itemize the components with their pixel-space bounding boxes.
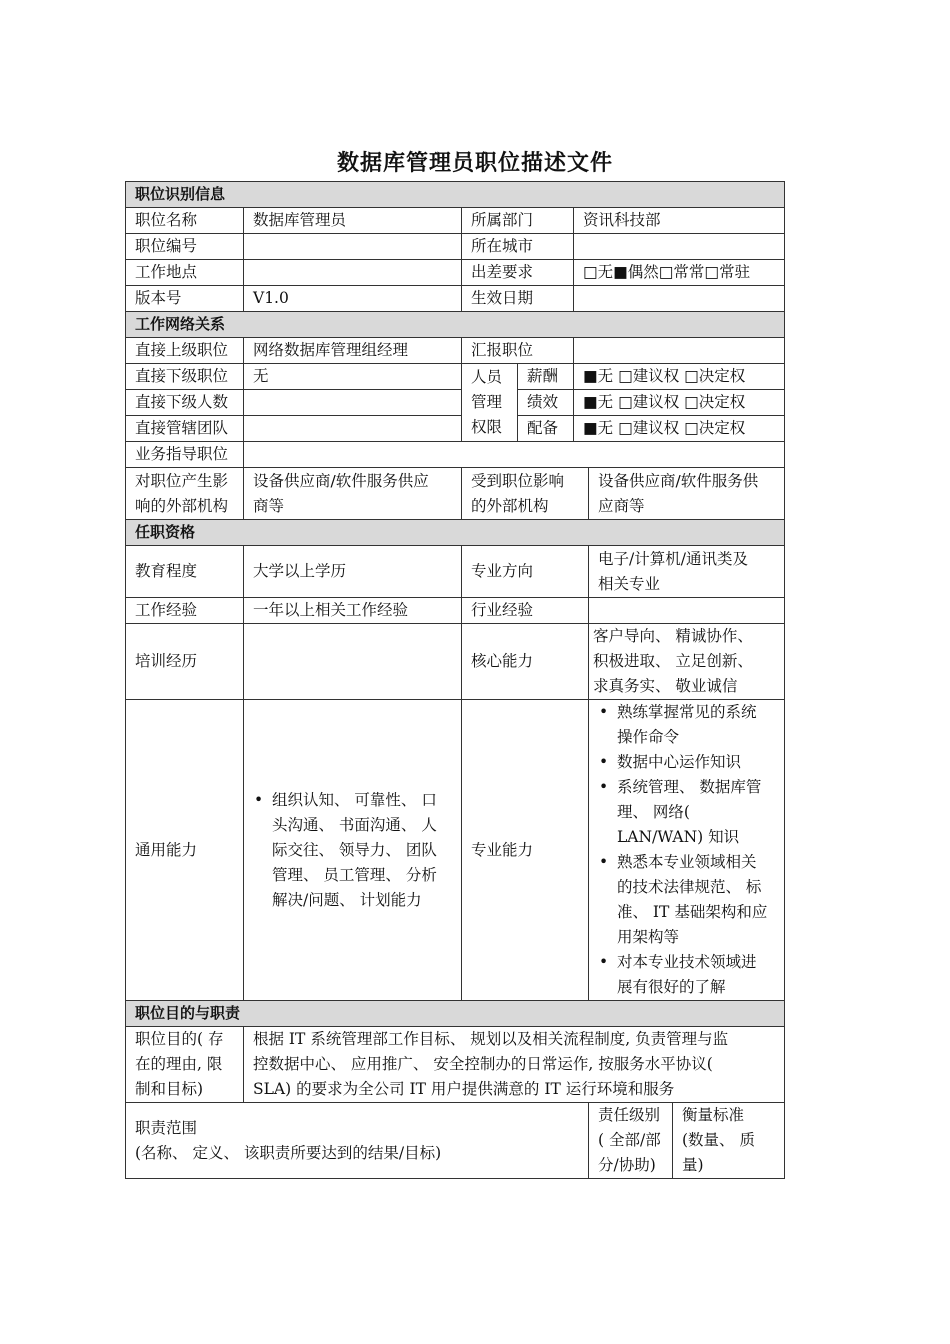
item-line: 的技术法律规范、 标 — [617, 878, 762, 896]
label-performance: 绩效 — [518, 390, 574, 416]
value-city — [574, 234, 785, 260]
item-line: • 对本专业技术领域进 — [617, 953, 757, 971]
label-experience: 工作经验 — [126, 598, 244, 624]
item-line: • 组织认知、 可靠性、 口 — [272, 790, 437, 809]
label-department: 所属部门 — [462, 208, 574, 234]
value-line: 设备供应商/软件服务供 — [598, 471, 759, 490]
label-line: 响的外部机构 — [135, 496, 229, 515]
value-travel: □无■偶然□常常□常驻 — [574, 260, 785, 286]
value-professional-ability — [589, 700, 785, 1001]
value-superior: 网络数据库管理组经理 — [244, 338, 462, 364]
value-line: 电子/计算机/通讯类及 — [598, 549, 748, 568]
label-line: 职责范围 — [135, 1118, 198, 1137]
job-description-table — [125, 181, 785, 1179]
item-line: 解决/问题、 计划能力 — [272, 890, 422, 909]
label-major: 专业方向 — [462, 546, 589, 598]
section-identity: 职位识别信息 — [126, 182, 785, 208]
label-line: 量) — [682, 1156, 704, 1174]
value-line: 相关专业 — [598, 574, 661, 593]
list-item — [272, 788, 451, 913]
value-general-ability — [244, 700, 462, 1001]
value-external-influencing — [244, 468, 462, 520]
value-subordinate-count — [244, 390, 462, 416]
item-line: 管理、 员工管理、 分析 — [272, 865, 437, 884]
item-line: • 熟悉本专业领域相关 — [617, 853, 757, 871]
label-authority-line: 管理 — [471, 393, 503, 411]
label-position-code: 职位编号 — [126, 234, 244, 260]
value-report-to — [574, 338, 785, 364]
value-line: 应商等 — [598, 496, 645, 515]
label-line: 职位目的( 存 — [135, 1030, 224, 1048]
value-work-location — [244, 260, 462, 286]
section-network: 工作网络关系 — [126, 312, 785, 338]
label-line: 的外部机构 — [471, 496, 549, 515]
item-line: 理、 网络( — [617, 803, 690, 821]
label-superior: 直接上级职位 — [126, 338, 244, 364]
value-training — [244, 624, 462, 700]
list-item — [617, 775, 780, 850]
value-effective-date — [574, 286, 785, 312]
value-line: 根据 IT 系统管理部工作目标、 规划以及相关流程制度, 负责管理与监 — [253, 1030, 729, 1048]
label-general-ability: 通用能力 — [126, 700, 244, 1001]
value-education: 大学以上学历 — [244, 546, 462, 598]
label-education: 教育程度 — [126, 546, 244, 598]
label-responsibility-level — [589, 1103, 673, 1179]
label-responsibility-scope — [126, 1103, 589, 1179]
value-guidance — [244, 442, 785, 468]
list-item — [617, 750, 780, 775]
label-training: 培训经历 — [126, 624, 244, 700]
value-line: 商等 — [253, 496, 285, 515]
section-purpose: 职位目的与职责 — [126, 1001, 785, 1027]
value-major — [589, 546, 785, 598]
label-guidance: 业务指导职位 — [126, 442, 244, 468]
item-line: 操作命令 — [617, 728, 680, 746]
value-industry — [589, 598, 785, 624]
label-authority-line: 人员 — [471, 368, 503, 386]
label-line: 对职位产生影 — [135, 471, 229, 490]
value-line: 控数据中心、 应用推广、 安全控制办的日常运作, 按服务水平协议( — [253, 1055, 713, 1073]
value-purpose — [244, 1027, 785, 1103]
label-line: 衡量标准 — [682, 1106, 745, 1124]
label-authority — [462, 364, 518, 442]
value-line: SLA) 的要求为全公司 IT 用户提供满意的 IT 运行环境和服务 — [253, 1080, 675, 1098]
value-position-name: 数据库管理员 — [244, 208, 462, 234]
item-line: • 数据中心运作知识 — [617, 753, 742, 771]
value-external-affected — [589, 468, 785, 520]
label-line: 分/协助) — [598, 1156, 656, 1174]
value-line: 客户导向、 精诚协作、 — [593, 627, 753, 645]
label-authority-line: 权限 — [471, 418, 503, 436]
label-staffing: 配备 — [518, 416, 574, 442]
item-line: 用架构等 — [617, 928, 680, 946]
label-line: 制和目标) — [135, 1080, 204, 1098]
value-line: 积极进取、 立足创新、 — [593, 652, 753, 670]
label-line: ( 全部/部 — [598, 1131, 661, 1149]
list-item — [617, 850, 780, 950]
page-title: 数据库管理员职位描述文件 — [336, 151, 613, 176]
label-core: 核心能力 — [462, 624, 589, 700]
section-qualification: 任职资格 — [126, 520, 785, 546]
label-line: 受到职位影响 — [471, 471, 565, 490]
label-line: 在的理由, 限 — [135, 1055, 223, 1073]
item-line: 准、 IT 基础架构和应 — [617, 903, 768, 921]
label-external-influencing — [126, 468, 244, 520]
item-line: LAN/WAN) 知识 — [617, 828, 740, 846]
label-subordinate-count: 直接下级人数 — [126, 390, 244, 416]
label-professional-ability: 专业能力 — [462, 700, 589, 1001]
value-subordinate: 无 — [244, 364, 462, 390]
item-line: 头沟通、 书面沟通、 人 — [272, 815, 437, 834]
label-purpose — [126, 1027, 244, 1103]
value-staffing: ■无 □建议权 □决定权 — [574, 416, 785, 442]
value-version: V1.0 — [244, 286, 462, 312]
value-line: 求真务实、 敬业诚信 — [593, 677, 738, 695]
value-core — [589, 624, 785, 700]
label-external-affected — [462, 468, 589, 520]
value-team — [244, 416, 462, 442]
list-item — [617, 950, 780, 1000]
label-work-location: 工作地点 — [126, 260, 244, 286]
label-industry: 行业经验 — [462, 598, 589, 624]
professional-ability-list — [597, 700, 780, 1000]
label-team: 直接管辖团队 — [126, 416, 244, 442]
general-ability-list — [252, 788, 451, 913]
label-measurement — [673, 1103, 785, 1179]
item-line: • 熟练掌握常见的系统 — [617, 703, 757, 721]
label-subordinate: 直接下级职位 — [126, 364, 244, 390]
item-line: • 系统管理、 数据库管 — [617, 778, 762, 796]
value-salary: ■无 □建议权 □决定权 — [574, 364, 785, 390]
label-line: (数量、 质 — [682, 1131, 755, 1149]
value-line: 设备供应商/软件服务供应 — [253, 471, 429, 490]
value-performance: ■无 □建议权 □决定权 — [574, 390, 785, 416]
value-department: 资讯科技部 — [574, 208, 785, 234]
label-line: (名称、 定义、 该职责所要达到的结果/目标) — [135, 1143, 442, 1162]
label-line: 责任级别 — [598, 1106, 661, 1124]
item-line: 际交往、 领导力、 团队 — [272, 840, 437, 859]
label-report-to: 汇报职位 — [462, 338, 574, 364]
label-effective-date: 生效日期 — [462, 286, 574, 312]
label-version: 版本号 — [126, 286, 244, 312]
value-experience: 一年以上相关工作经验 — [244, 598, 462, 624]
item-line: 展有很好的了解 — [617, 978, 726, 996]
label-position-name: 职位名称 — [126, 208, 244, 234]
list-item — [617, 700, 780, 750]
value-position-code — [244, 234, 462, 260]
label-city: 所在城市 — [462, 234, 574, 260]
label-salary: 薪酬 — [518, 364, 574, 390]
label-travel: 出差要求 — [462, 260, 574, 286]
